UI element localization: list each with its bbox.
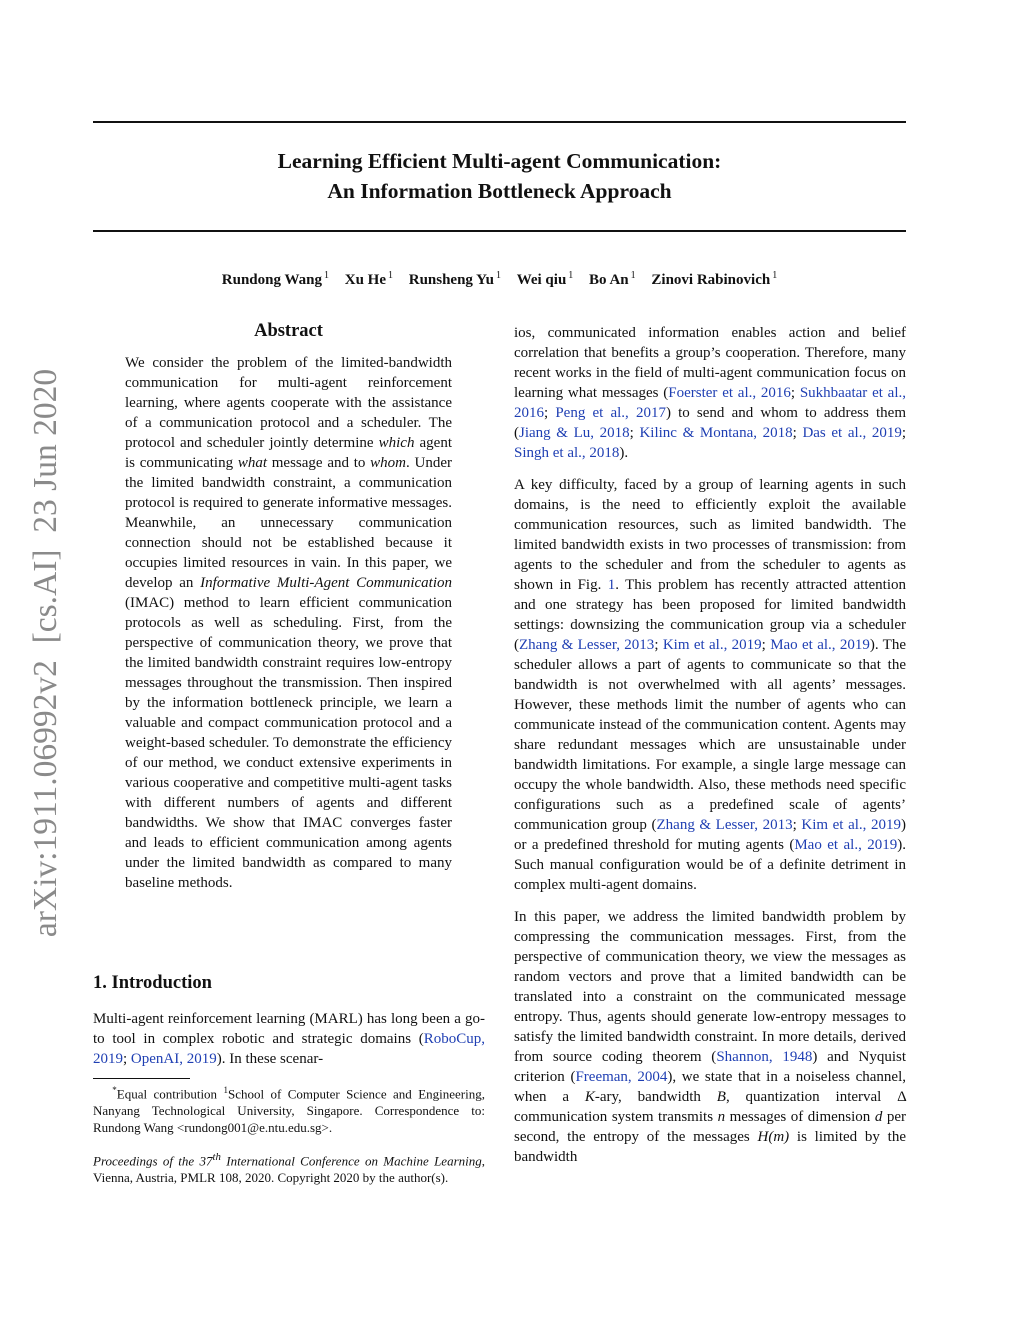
citation-link[interactable]: Jiang & Lu, 2018 xyxy=(519,425,630,441)
arxiv-stamp-area xyxy=(23,366,69,940)
citation-link[interactable]: Das et al., 2019 xyxy=(802,425,902,441)
citation-link[interactable]: Freeman, 2004 xyxy=(575,1069,668,1085)
citation-link[interactable]: Peng et al., 2017 xyxy=(555,405,666,421)
citation-link[interactable]: OpenAI, 2019 xyxy=(130,1051,217,1067)
citation-link[interactable]: Sukhbaatar et al., 2016 xyxy=(514,385,906,421)
abstract-body: We consider the problem of the limited-bandwidth communication for multi-agent reinforcement learning, where agents cooperate with the assistance of a communication protocol and a scheduler. The protocol and scheduler jointly determine which agent is communicating what message and to whom. Under the limited bandwidth constraint, a communication protocol is required to generate informative messages. Meanwhile, an unnecessary communication connection should not be established because it occupies limited resources in vain. In this paper, we develop an Informative Multi-Agent Communication (IMAC) method to learn efficient communication protocols as well as scheduling. First, from the perspective of communication theory, we prove that the limited bandwidth constraint requires low-entropy messages throughout the transmission. Then inspired by the information bottleneck principle, we learn a valuable and compact communication protocol and a weight-based scheduler. To demonstrate the efficiency of our method, we conduct extensive experiments in various cooperative and competitive multi-agent tasks with different numbers of agents and different bandwidths. We show that IMAC converges faster and leads to efficient communication among agents under the limited bandwidth as compared to many baseline methods. xyxy=(125,355,453,891)
paper-title xyxy=(93,146,906,206)
title-line-2: An Information Bottleneck Approach xyxy=(327,179,672,203)
citation-link[interactable]: RoboCup, 2019 xyxy=(93,1031,485,1067)
citation-link[interactable]: Zhang & Lesser, 2013 xyxy=(656,817,793,833)
citation-link[interactable]: Kim et al., 2019 xyxy=(801,817,901,833)
arxiv-stamp: arXiv:1911.06992v2 [cs.AI] 23 Jun 2020 xyxy=(27,368,64,938)
abstract-heading: Abstract xyxy=(254,321,323,341)
paragraph: In this paper, we address the limited bandwidth problem by compressing the communication messages. First, from the perspective of communication theory, we view the messages as random vectors and prove that a limited bandwidth can be translated into a constraint on the communicated message entropy. Thus, agents should generate low-entropy messages to satisfy the limited bandwidth constraint. In more details, derived from source coding theorem (Shannon, 1948) and Nyquist criterion (Freeman, 2004), we state that in a noiseless channel, when a K-ary, bandwidth B, quantization interval Δ communication system transmits n messages of dimension d per second, the entropy of the messages H(m) is limited by the bandwidth xyxy=(514,909,906,1165)
citation-link[interactable]: Zhang & Lesser, 2013 xyxy=(519,637,655,653)
author: Rundong Wang $^1$ xyxy=(221,270,329,288)
citation-link[interactable]: Mao et al., 2019 xyxy=(770,637,870,653)
paragraph: A key difficulty, faced by a group of learning agents in such domains, is the need to efficiently exploit the available communication resources, such as limited bandwidth. The limited bandwidth exists in two processes of transmission: from agents to the scheduler and from the scheduler to agents as shown in Fig. 1. This problem has recently attracted attention and one strategy has been proposed for limited bandwidth settings: downsizing the communication group via a scheduler (Zhang & Lesser, 2013; Kim et al., 2019; Mao et al., 2019). The scheduler allows a part of agents to communicate so that the bandwidth is not overwhelmed with all agents’ messages. However, these methods limit the number of agents who can communicate instead of the communication content. Agents may share redundant messages which are unsustainable under bandwidth limitations. For example, a single large message can occupy the whole bandwidth. Also, these methods need specific configurations such as a predefined scale of agents’ communication group (Zhang & Lesser, 2013; Kim et al., 2019) or a predefined threshold for muting agents (Mao et al., 2019). Such manual configuration would be of a definite detriment in complex multi-agent domains. xyxy=(514,477,906,893)
footnote-rule xyxy=(93,1078,190,1079)
citation-link[interactable]: Kim et al., 2019 xyxy=(662,637,762,653)
title-line-1: Learning Efficient Multi-agent Communication: xyxy=(277,149,722,173)
title-bottom-rule xyxy=(93,230,906,232)
citation-link[interactable]: Mao et al., 2019 xyxy=(794,837,898,853)
author: Bo An $^1$ xyxy=(589,270,636,288)
proceedings-note: Proceedings of the 37th International Conference on Machine Learning, Vienna, Austria, PMLR 108, 2020. Copyright 2020 by the author(s). xyxy=(93,1151,485,1186)
author: Xu He $^1$ xyxy=(344,270,393,288)
footnote: *Equal contribution $^1$School of Computer Science and Engineering, Nanyang Technological University, Singapore. Correspondence to: Rundong Wang <rundong001@e.ntu.edu.sg>. xyxy=(93,1085,485,1136)
figure-link[interactable]: 1 xyxy=(607,577,616,593)
right-column xyxy=(514,323,906,1179)
title-top-rule xyxy=(93,121,906,123)
author: Wei qiu $^1$ xyxy=(516,270,574,288)
introduction-text: Multi-agent reinforcement learning (MARL) has long been a go-to tool in complex robotic and strategic domains (RoboCup, 2019; OpenAI, 2019). In these scenar- xyxy=(93,1011,485,1067)
citation-link[interactable]: Foerster et al., 2016 xyxy=(668,385,791,401)
section-heading-introduction: 1. Introduction xyxy=(93,973,212,993)
paragraph: ios, communicated information enables action and belief correlation that benefits a group’s cooperation. Therefore, many recent works in the field of multi-agent communication focus on learning what messages (Foerster et al., 2016; Sukhbaatar et al., 2016; Peng et al., 2017) to send and whom to address them (Jiang & Lu, 2018; Kilinc & Montana, 2018; Das et al., 2019; Singh et al., 2018). xyxy=(514,325,907,461)
author-list xyxy=(93,266,906,290)
citation-link[interactable]: Kilinc & Montana, 2018 xyxy=(639,425,793,441)
author: Runsheng Yu $^1$ xyxy=(408,270,501,288)
citation-link[interactable]: Shannon, 1948 xyxy=(716,1049,813,1065)
author: Zinovi Rabinovich $^1$ xyxy=(651,270,778,288)
citation-link[interactable]: Singh et al., 2018 xyxy=(514,445,620,461)
